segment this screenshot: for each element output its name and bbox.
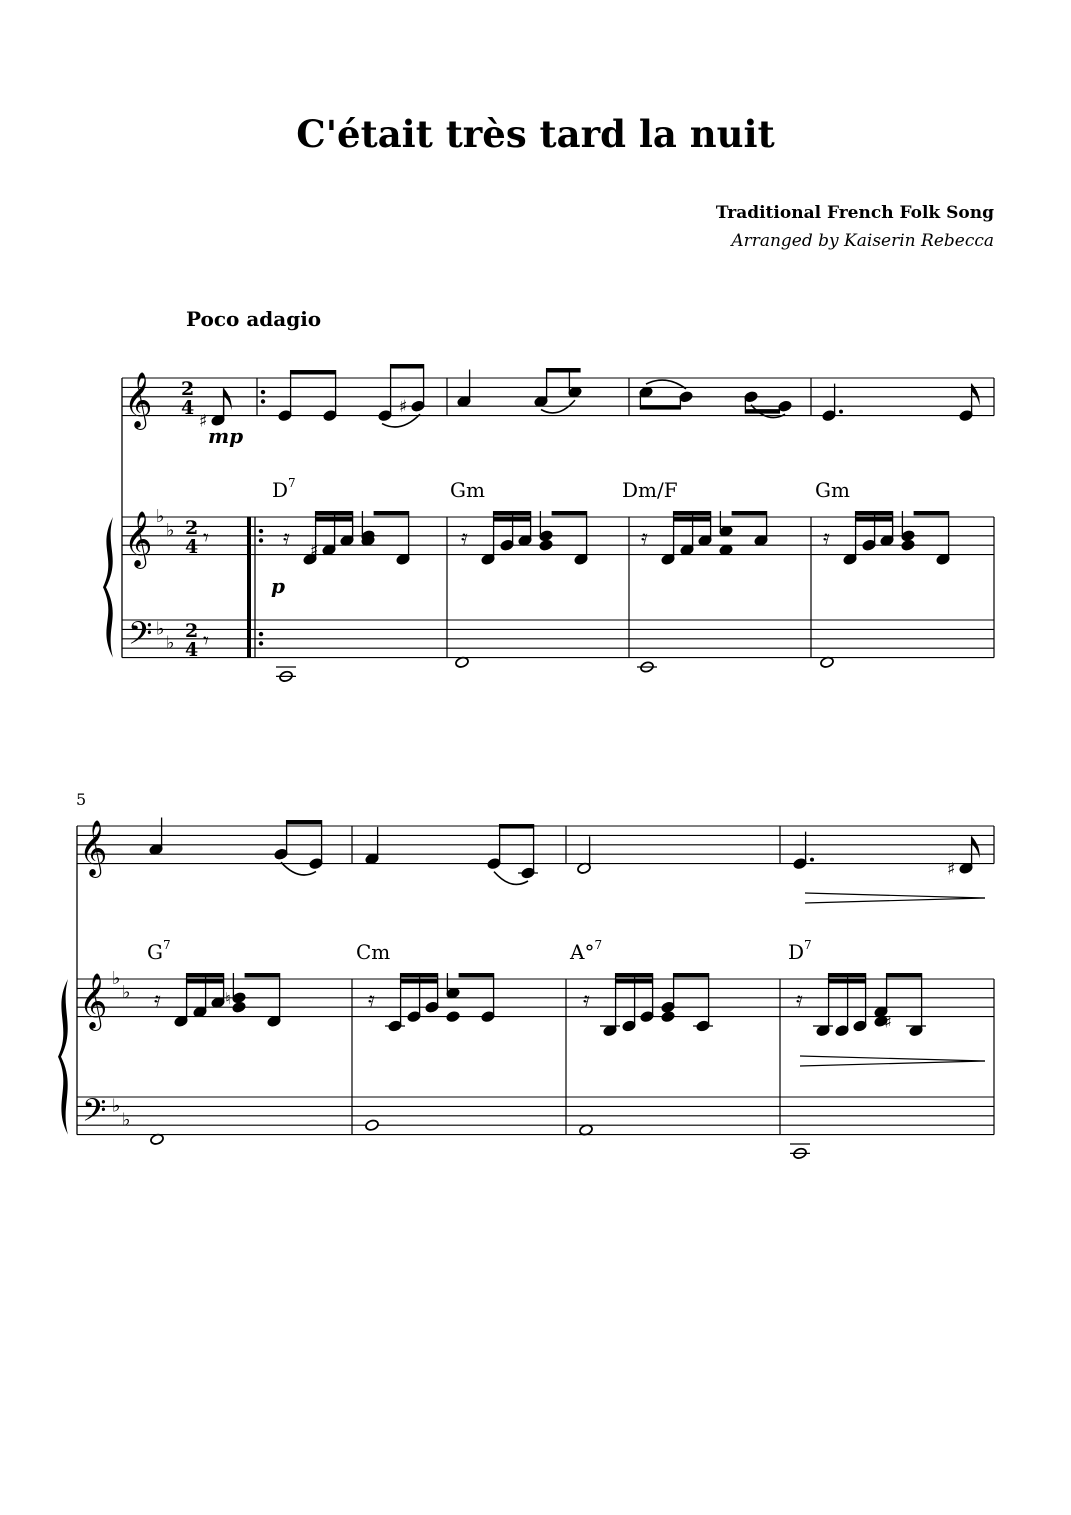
beam xyxy=(640,405,680,410)
note-flag xyxy=(224,388,232,410)
beam xyxy=(616,979,653,984)
dynamic-piano-p: p xyxy=(271,574,285,598)
beam xyxy=(732,511,767,516)
decrescendo-hairpin xyxy=(800,1056,985,1061)
key-signature-flat: ♭ xyxy=(166,632,175,654)
beam xyxy=(856,511,893,516)
tempo-marking: Poco adagio xyxy=(186,307,322,331)
sixteenth-rest: 𝄿 xyxy=(583,988,590,1013)
accidental: ♯ xyxy=(199,411,208,432)
time-signature-numerator: 2 xyxy=(185,620,199,642)
accidental: ♯ xyxy=(399,397,408,418)
piano-brace xyxy=(103,517,113,658)
beam xyxy=(287,820,322,825)
key-signature-flat: ♭ xyxy=(112,1095,121,1117)
accidental: ♯ xyxy=(310,540,319,561)
repeat-dot xyxy=(259,538,263,542)
chord-symbol: A°$^7$ xyxy=(570,938,603,964)
chord-symbol: Cm xyxy=(356,940,391,964)
beam xyxy=(829,979,866,984)
accidental-natural: ♮ xyxy=(225,988,231,1008)
beam xyxy=(401,973,438,978)
bass-clef: 𝄢 xyxy=(82,1092,107,1136)
chord-symbol: $D^7$ xyxy=(788,938,812,964)
beam xyxy=(316,511,353,516)
sixteenth-rest: 𝄿 xyxy=(461,526,468,551)
time-signature-denominator: 4 xyxy=(185,639,199,661)
repeat-dot xyxy=(261,399,265,403)
treble-clef: 𝄞 xyxy=(124,372,153,428)
eighth-rest: 𝄾 xyxy=(203,629,209,654)
beam xyxy=(187,973,224,978)
beam xyxy=(674,517,711,522)
beam xyxy=(316,517,353,522)
beam xyxy=(500,824,534,829)
beam xyxy=(552,511,587,516)
beam xyxy=(829,973,866,978)
sixteenth-rest: 𝄿 xyxy=(154,988,161,1013)
beam xyxy=(674,973,709,978)
beam xyxy=(914,511,949,516)
measure-number: 5 xyxy=(76,790,87,809)
sixteenth-rest: 𝄿 xyxy=(823,526,830,551)
sixteenth-rest: 𝄿 xyxy=(283,526,290,551)
repeat-dot xyxy=(259,529,263,533)
beam xyxy=(616,973,653,978)
accidental-sharp: ♯ xyxy=(884,1012,892,1032)
accidental: ♯ xyxy=(947,859,956,880)
beam xyxy=(856,517,893,522)
key-signature-flat: ♭ xyxy=(122,1109,131,1131)
chord-symbol: Dm/F xyxy=(622,478,678,502)
sixteenth-rest: 𝄿 xyxy=(368,988,375,1013)
beam xyxy=(401,979,438,984)
arranger-credit: Arranged by Kaiserin Rebecca xyxy=(731,231,994,251)
augmentation-dot xyxy=(839,410,843,414)
key-signature-flat: ♭ xyxy=(156,506,165,527)
time-signature-numerator: 2 xyxy=(185,517,199,539)
beam xyxy=(374,511,409,516)
time-signature-denominator: 4 xyxy=(185,536,199,558)
chord-symbol: $D^7$ xyxy=(272,476,296,502)
piano-brace xyxy=(58,979,68,1135)
chord-symbol: $G^7$ xyxy=(147,938,171,964)
repeat-dot xyxy=(259,632,263,636)
chord-symbol: Gm xyxy=(450,478,485,502)
repeat-barline-thick xyxy=(247,517,251,658)
notehead xyxy=(446,1010,461,1023)
sixteenth-rest: 𝄿 xyxy=(796,988,803,1013)
treble-clef: 𝄞 xyxy=(79,820,108,876)
sixteenth-rest: 𝄿 xyxy=(641,526,648,551)
composer-credit: Traditional French Folk Song xyxy=(715,203,994,223)
beam xyxy=(494,511,531,516)
time-signature-numerator: 2 xyxy=(181,378,195,400)
bass-clef: 𝄢 xyxy=(128,615,153,659)
key-signature-flat: ♭ xyxy=(156,618,165,640)
decrescendo-hairpin xyxy=(805,893,985,898)
treble-clef: 𝄞 xyxy=(79,973,108,1029)
key-signature-flat: ♭ xyxy=(112,968,121,989)
note-flag xyxy=(972,836,980,858)
beam xyxy=(391,364,424,369)
dynamic-voice-mp: mp xyxy=(208,424,244,448)
augmentation-dot xyxy=(810,858,814,862)
beam xyxy=(494,517,531,522)
beam xyxy=(245,973,280,978)
beam xyxy=(745,409,779,414)
beam xyxy=(887,973,922,978)
repeat-dot xyxy=(259,641,263,645)
decrescendo-hairpin xyxy=(805,898,985,903)
decrescendo-hairpin xyxy=(800,1061,985,1066)
repeat-dot xyxy=(261,390,265,394)
eighth-rest: 𝄾 xyxy=(203,526,209,551)
beam xyxy=(459,973,494,978)
key-signature-flat: ♭ xyxy=(122,982,131,1004)
time-signature-denominator: 4 xyxy=(181,397,195,419)
chord-symbol: Gm xyxy=(815,478,850,502)
beam xyxy=(187,979,224,984)
notehead xyxy=(365,1119,380,1132)
piece-title: C'était très tard la nuit xyxy=(296,112,775,156)
treble-clef: 𝄞 xyxy=(124,511,153,567)
beam xyxy=(674,511,711,516)
key-signature-flat: ♭ xyxy=(166,520,175,542)
beam xyxy=(291,370,336,375)
beam xyxy=(547,368,581,373)
